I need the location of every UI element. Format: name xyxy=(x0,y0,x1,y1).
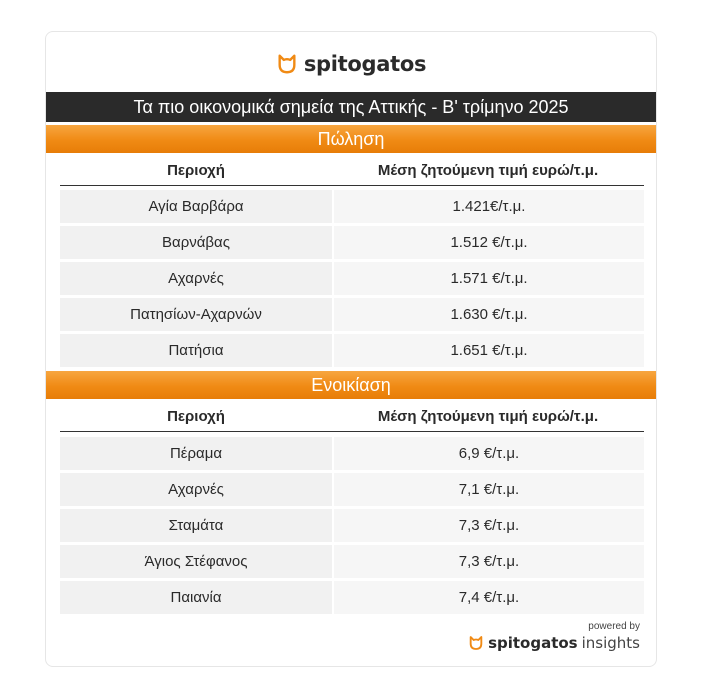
table-row xyxy=(60,581,644,614)
page-title: Τα πιο οικονομικά σημεία της Αττικής - Β' τρίμηνο 2025 xyxy=(46,92,656,122)
price-cell: 1.571 €/τ.μ. xyxy=(334,262,644,295)
table-row xyxy=(60,298,644,331)
cat-head-icon xyxy=(276,53,298,75)
brand-wordmark: spitogatos xyxy=(303,52,427,76)
sale-col-area: Περιοχή xyxy=(167,162,225,179)
price-cell: 1.512 €/τ.μ. xyxy=(334,226,644,259)
area-cell: Πατησίων-Αχαρνών xyxy=(60,298,332,331)
area-cell: Πέραμα xyxy=(60,437,332,470)
table-row xyxy=(60,473,644,506)
footer-brand xyxy=(468,634,640,652)
price-cell: 1.421€/τ.μ. xyxy=(334,190,644,223)
price-cell: 1.651 €/τ.μ. xyxy=(334,334,644,367)
table-row xyxy=(60,509,644,542)
sale-table-header xyxy=(60,156,644,186)
rent-table xyxy=(60,437,644,617)
area-cell: Βαρνάβας xyxy=(60,226,332,259)
price-cell: 7,3 €/τ.μ. xyxy=(334,509,644,542)
footer-credit xyxy=(468,621,640,652)
sale-table xyxy=(60,190,644,370)
footer-brand-wordmark: spitogatos xyxy=(488,634,578,652)
table-row xyxy=(60,262,644,295)
price-cell: 7,3 €/τ.μ. xyxy=(334,545,644,578)
sale-col-price: Μέση ζητούμενη τιμή ευρώ/τ.μ. xyxy=(377,162,599,179)
area-cell: Σταμάτα xyxy=(60,509,332,542)
cat-head-icon xyxy=(468,635,484,651)
area-cell: Πατήσια xyxy=(60,334,332,367)
table-row xyxy=(60,226,644,259)
table-row xyxy=(60,545,644,578)
price-cell: 1.630 €/τ.μ. xyxy=(334,298,644,331)
table-row xyxy=(60,190,644,223)
header-logo xyxy=(46,50,656,78)
table-row xyxy=(60,334,644,367)
rent-col-area: Περιοχή xyxy=(167,408,225,425)
area-cell: Παιανία xyxy=(60,581,332,614)
footer-brand-suffix: insights xyxy=(581,634,640,652)
section-rent-header: Ενοικίαση xyxy=(46,371,656,399)
price-cell: 7,1 €/τ.μ. xyxy=(334,473,644,506)
area-cell: Άγιος Στέφανος xyxy=(60,545,332,578)
table-row xyxy=(60,437,644,470)
area-cell: Αγία Βαρβάρα xyxy=(60,190,332,223)
price-cell: 6,9 €/τ.μ. xyxy=(334,437,644,470)
price-cell: 7,4 €/τ.μ. xyxy=(334,581,644,614)
area-cell: Αχαρνές xyxy=(60,262,332,295)
rent-col-price: Μέση ζητούμενη τιμή ευρώ/τ.μ. xyxy=(377,408,599,425)
rent-table-header xyxy=(60,402,644,432)
infographic-card xyxy=(45,31,657,667)
area-cell: Αχαρνές xyxy=(60,473,332,506)
powered-by-label: powered by xyxy=(588,621,640,632)
section-sale-header: Πώληση xyxy=(46,125,656,153)
